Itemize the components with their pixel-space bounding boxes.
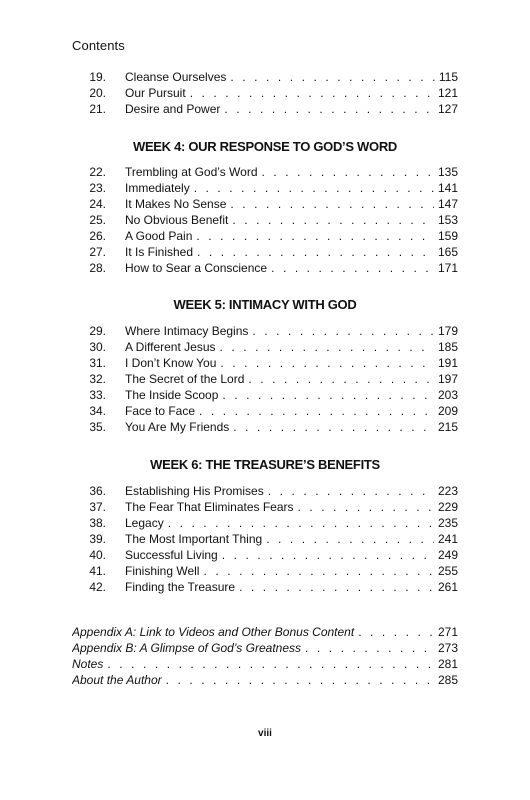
entry-number: 29. [89, 324, 106, 338]
entry-number: 28. [89, 261, 106, 275]
entry-page: 165 [434, 244, 458, 260]
running-head: Contents [72, 38, 125, 53]
toc-entry-appendix [0, 672, 530, 688]
entry-title: Appendix A: Link to Videos and Other Bonus Content [72, 625, 355, 639]
entry-page: 191 [434, 355, 458, 371]
entry-title: The Most Important Thing [125, 532, 263, 546]
toc-entry [0, 483, 530, 499]
entry-number: 23. [89, 181, 106, 195]
entry-number: 20. [89, 86, 106, 100]
entry-number: 24. [89, 197, 106, 211]
toc-entry-appendix [0, 624, 530, 640]
entry-page: 271 [434, 624, 458, 640]
toc-entry [0, 563, 530, 579]
week-6-heading: WEEK 6: THE TREASURE’S BENEFITS [150, 457, 380, 472]
week-5-heading: WEEK 5: INTIMACY WITH GOD [173, 297, 357, 312]
entry-page: 141 [434, 180, 458, 196]
entry-page: 261 [434, 579, 458, 595]
entry-title: A Different Jesus [125, 340, 216, 354]
entry-title: No Obvious Benefit [125, 213, 229, 227]
entry-title: Appendix B: A Glimpse of God’s Greatness [72, 641, 302, 655]
entry-number: 27. [89, 245, 106, 259]
entry-title: It Is Finished [125, 245, 194, 259]
entry-title: Cleanse Ourselves [125, 70, 227, 84]
toc-entry [0, 260, 530, 276]
entry-title: About the Author [72, 673, 162, 687]
entry-page: 153 [434, 212, 458, 228]
entry-title: How to Sear a Conscience [125, 261, 268, 275]
entry-title: You Are My Friends [125, 420, 230, 434]
entry-title: A Good Pain [125, 229, 193, 243]
toc-entry [0, 371, 530, 387]
entry-title: Face to Face [125, 404, 196, 418]
entry-page: 215 [434, 419, 458, 435]
entry-page: 135 [434, 164, 458, 180]
toc-entry [0, 387, 530, 403]
entry-number: 32. [89, 372, 106, 386]
entry-number: 31. [89, 356, 106, 370]
entry-title: Legacy [125, 516, 164, 530]
entry-title: Finding the Treasure [125, 580, 236, 594]
toc-entry [0, 531, 530, 547]
entry-title: Desire and Power [125, 102, 221, 116]
entry-page: 185 [434, 339, 458, 355]
entry-title: The Fear That Eliminates Fears [125, 500, 294, 514]
toc-entry [0, 355, 530, 371]
page-folio: viii [258, 728, 272, 739]
entry-number: 38. [89, 516, 106, 530]
entry-page: 249 [434, 547, 458, 563]
entry-title: Establishing His Promises [125, 484, 264, 498]
entry-page: 147 [434, 196, 458, 212]
entry-page: 209 [434, 403, 458, 419]
toc-entry [0, 85, 530, 101]
toc-entry [0, 196, 530, 212]
toc-entry [0, 212, 530, 228]
entry-title: Finishing Well [125, 564, 200, 578]
toc-entry [0, 547, 530, 563]
toc-entry [0, 339, 530, 355]
entry-title: I Don’t Know You [125, 356, 217, 370]
entry-page: 121 [434, 85, 458, 101]
entry-number: 39. [89, 532, 106, 546]
entry-page: 127 [434, 101, 458, 117]
entry-number: 42. [89, 580, 106, 594]
entry-page: 179 [434, 323, 458, 339]
entry-number: 33. [89, 388, 106, 402]
entry-number: 25. [89, 213, 106, 227]
entry-page: 229 [434, 499, 458, 515]
entry-title: Notes [72, 657, 104, 671]
entry-title: It Makes No Sense [125, 197, 227, 211]
entry-title: The Inside Scoop [125, 388, 219, 402]
entry-number: 30. [89, 340, 106, 354]
toc-entry [0, 164, 530, 180]
entry-title: Where Intimacy Begins [125, 324, 249, 338]
toc-entry [0, 515, 530, 531]
entry-title: Successful Living [125, 548, 218, 562]
toc-entry [0, 499, 530, 515]
entry-page: 255 [434, 563, 458, 579]
entry-page: 281 [434, 656, 458, 672]
toc-entry [0, 69, 530, 85]
toc-entry [0, 228, 530, 244]
entry-title: Trembling at God’s Word [125, 165, 258, 179]
entry-number: 21. [89, 102, 106, 116]
entry-number: 26. [89, 229, 106, 243]
entry-number: 35. [89, 420, 106, 434]
entry-number: 22. [89, 165, 106, 179]
entry-page: 273 [434, 640, 458, 656]
entry-page: 159 [434, 228, 458, 244]
entry-title: Our Pursuit [125, 86, 186, 100]
toc-entry [0, 180, 530, 196]
entry-number: 37. [89, 500, 106, 514]
toc-entry-appendix [0, 640, 530, 656]
toc-entry [0, 323, 530, 339]
entry-page: 203 [434, 387, 458, 403]
entry-page: 171 [434, 260, 458, 276]
toc-entry [0, 101, 530, 117]
toc-entry [0, 419, 530, 435]
entry-number: 36. [89, 484, 106, 498]
toc-entry [0, 403, 530, 419]
entry-page: 223 [434, 483, 458, 499]
entry-number: 19. [89, 70, 106, 84]
entry-number: 41. [89, 564, 106, 578]
entry-number: 34. [89, 404, 106, 418]
entry-title: The Secret of the Lord [125, 372, 245, 386]
entry-number: 40. [89, 548, 106, 562]
entry-page: 197 [434, 371, 458, 387]
entry-page: 235 [434, 515, 458, 531]
toc-entry [0, 579, 530, 595]
entry-page: 115 [435, 69, 458, 85]
week-4-heading: WEEK 4: OUR RESPONSE TO GOD’S WORD [132, 139, 398, 154]
toc-entry-appendix [0, 656, 530, 672]
toc-entry [0, 244, 530, 260]
entry-page: 285 [434, 672, 458, 688]
entry-page: 241 [434, 531, 458, 547]
entry-title: Immediately [125, 181, 190, 195]
